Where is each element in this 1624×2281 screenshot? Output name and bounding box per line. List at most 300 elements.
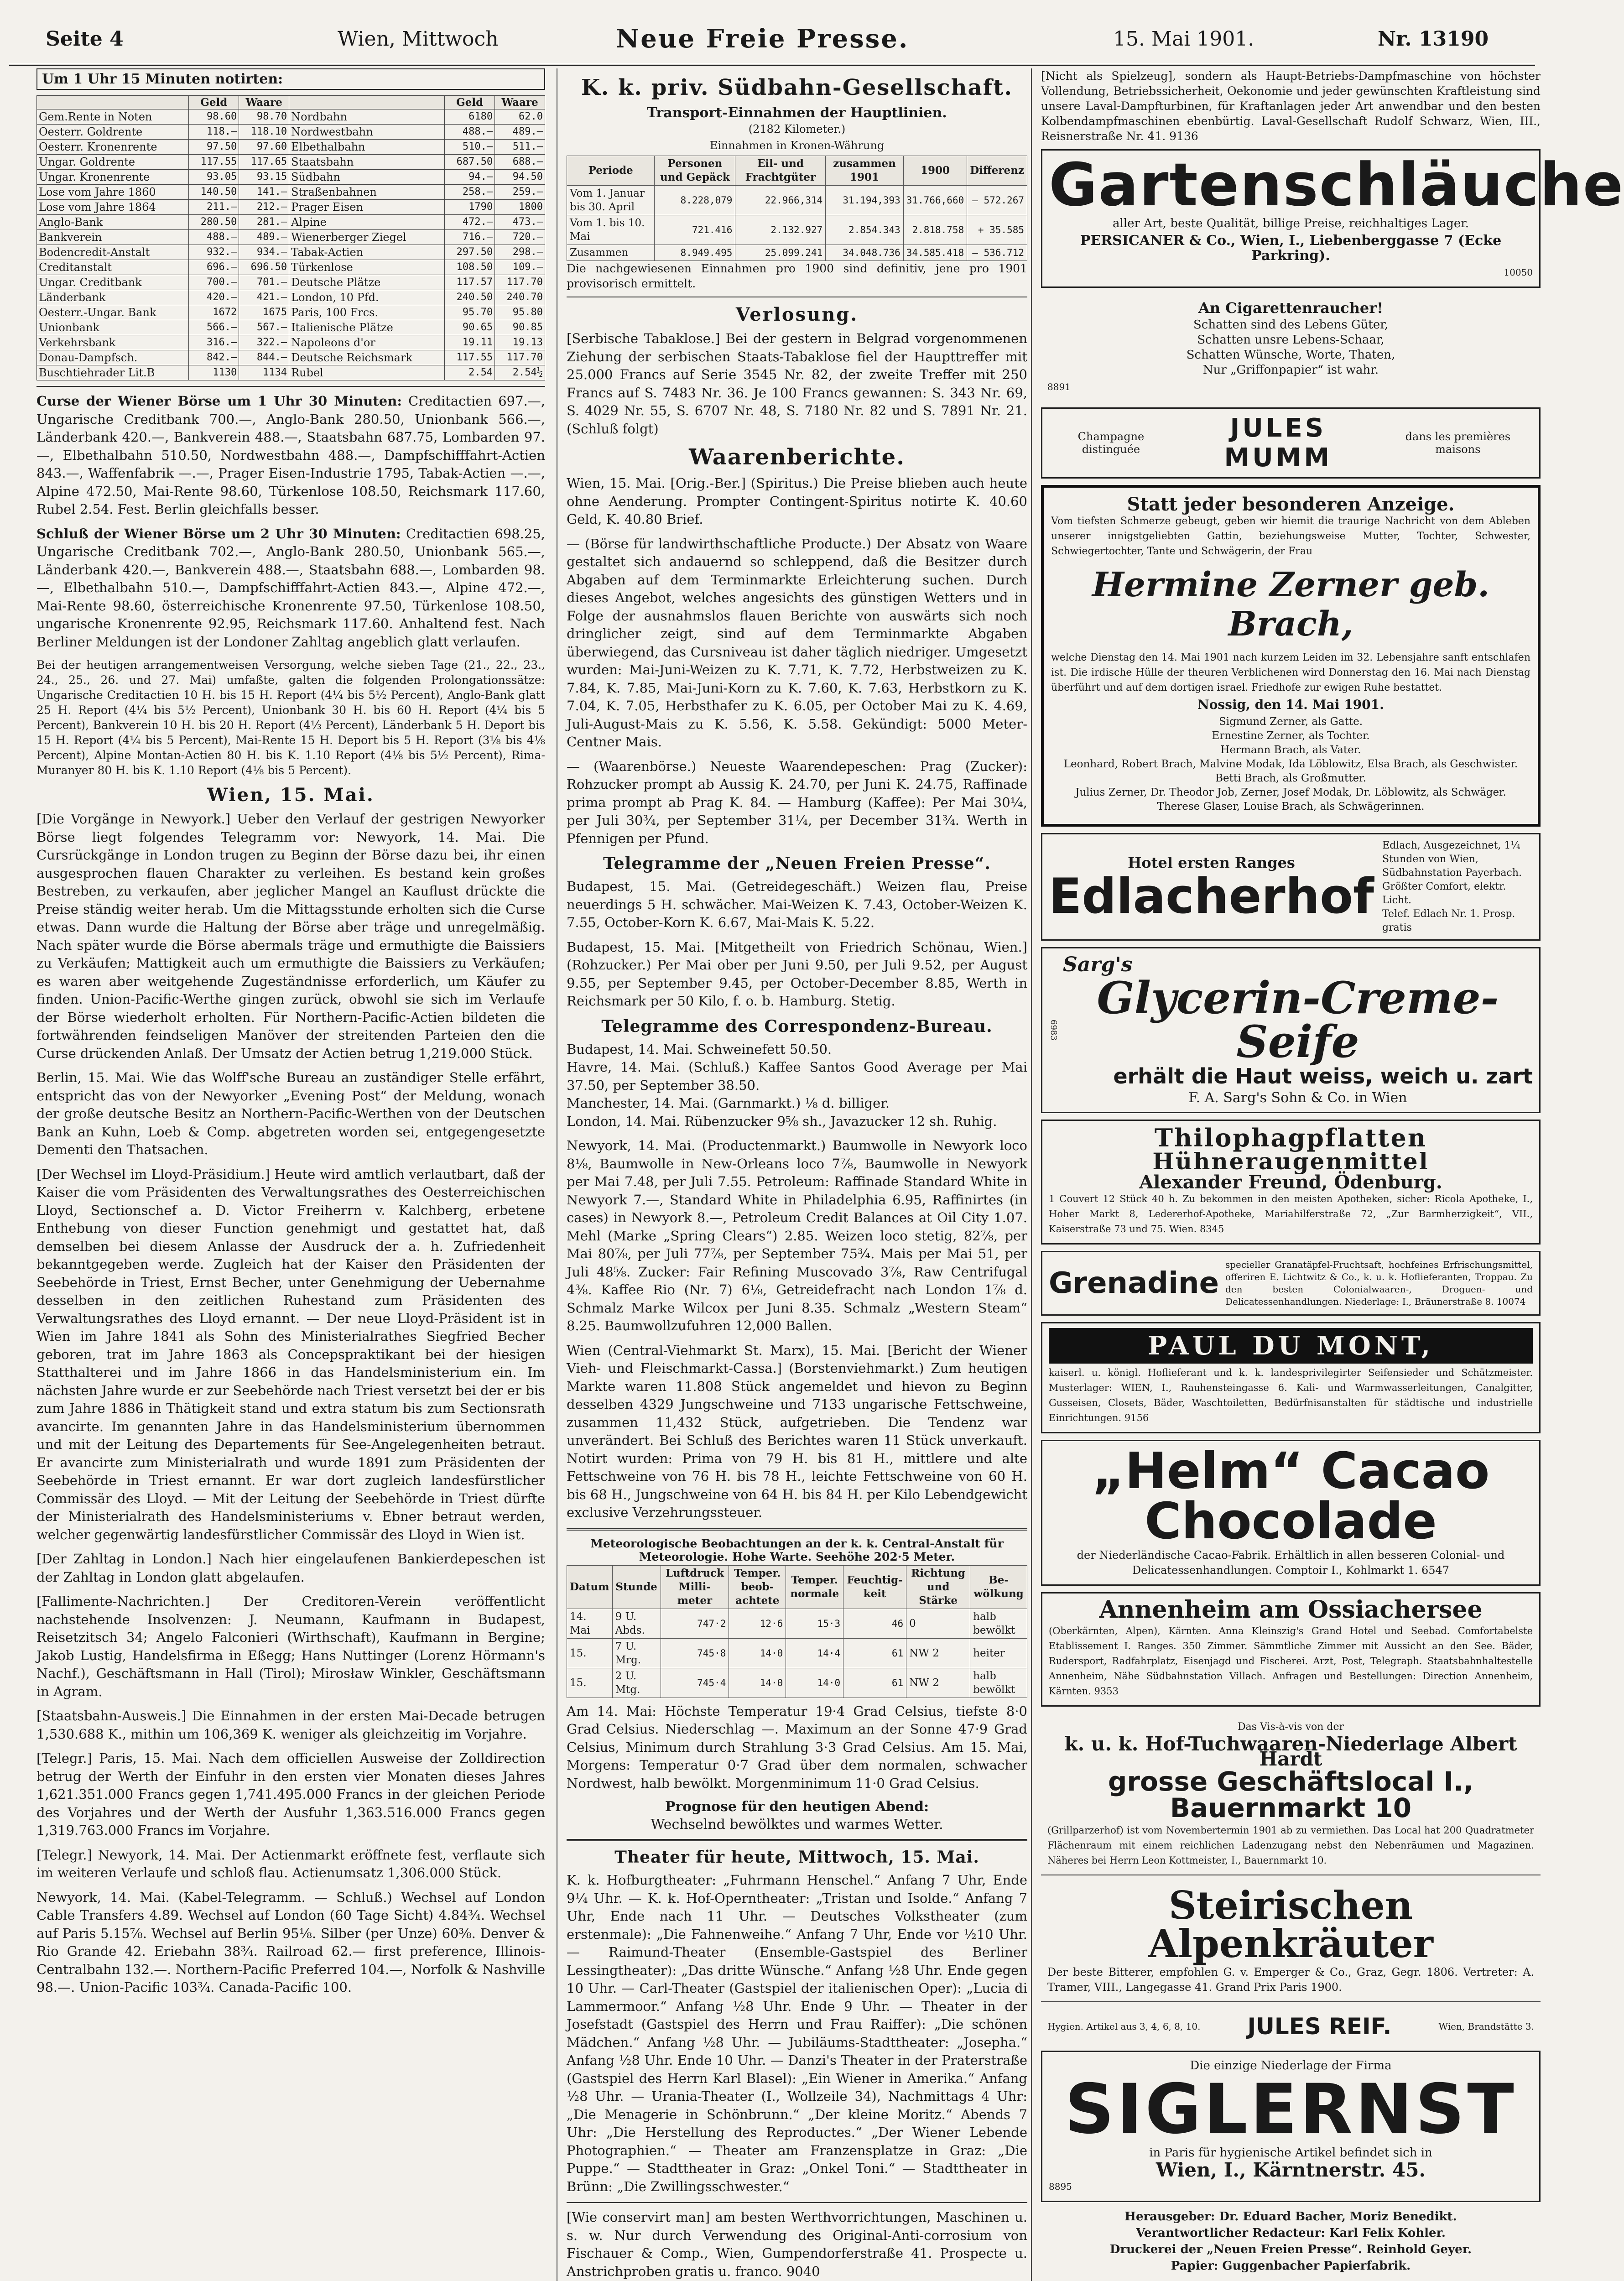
ad-text: der Niederländische Cacao-Fabrik. Erhältlich in allen besseren Colonial- und Delicatessenhandlungen. Comptoir I., Kohlmarkt 1. 6547 bbox=[1077, 1549, 1505, 1577]
table-cell: 141.— bbox=[239, 185, 289, 200]
table-cell: 298.— bbox=[495, 245, 545, 260]
table-cell: 688.— bbox=[495, 155, 545, 170]
ad-text: Der beste Bitterer, empfohlen G. v. Emperger & Co., Graz, Gegr. 1806. Vertreter: A. Tramer, VIII., Langegasse 41. Grand Prix Paris 1900. bbox=[1047, 1966, 1534, 1994]
ad-firm: PERSICANER & Co., Wien, I., Liebenberggasse 7 (Ecke Parkring). bbox=[1080, 233, 1502, 264]
poem-line: Schatten sind des Lebens Güter, bbox=[1193, 318, 1389, 332]
table-header: Waare bbox=[239, 96, 289, 109]
table-cell: 118.10 bbox=[239, 125, 289, 140]
ad-left: Hygien. Artikel aus 3, 4, 6, 8, 10. bbox=[1047, 2021, 1201, 2032]
telegramme-nfp-heading: Telegramme der „Neuen Freien Presse“. bbox=[603, 854, 991, 873]
table-cell: 696.50 bbox=[239, 260, 289, 275]
article-paris: [Telegr.] Paris, 15. Mai. Nach dem officiellen Ausweise der Zolldirection betrug der Werth der Einfuhr in den ersten vier Monaten dieses Jahres 1,621.351.000 Francs gegen 1,741.495.000 Francs in der gleichen Periode des Vorjahres und der Werth der Ausfuhr 1,363.516.000 Francs gegen 1,319.763.000 Francs im Vorjahre. bbox=[36, 1750, 545, 1838]
table-cell: 747·2 bbox=[661, 1609, 729, 1638]
mourner-line: Julius Zerner, Dr. Theodor Job, Zerner, Josef Modak, Dr. Löblowitz, als Schwäger. bbox=[1075, 786, 1506, 798]
table-row bbox=[567, 215, 1027, 245]
ad-firm: Alexander Freund, Ödenburg. bbox=[1139, 1172, 1442, 1193]
table-cell: Unionbank bbox=[37, 320, 189, 335]
table-header: Geld bbox=[189, 96, 239, 109]
ad-helm-cacao bbox=[1041, 1440, 1541, 1586]
table-cell: Alpine bbox=[289, 215, 445, 230]
ad-title: Edlacherhof bbox=[1049, 868, 1374, 924]
table-cell: 473.— bbox=[495, 215, 545, 230]
table-cell: 1134 bbox=[239, 365, 289, 380]
table-cell: 34.048.736 bbox=[826, 245, 904, 261]
table-cell: — 536.712 bbox=[967, 245, 1027, 261]
imprint-line: Papier: Guggenbacher Papierfabrik. bbox=[1171, 2259, 1411, 2273]
telegram-london: London, 14. Mai. Rübenzucker 9⅝ sh., Javazucker 12 sh. Ruhig. bbox=[567, 1113, 997, 1129]
mourner-line: Leonhard, Robert Brach, Malvine Modak, Ida Löblowitz, Elsa Brach, als Geschwister. bbox=[1063, 758, 1518, 770]
table-row bbox=[37, 320, 545, 335]
obituary bbox=[1041, 485, 1541, 827]
article-newyork-actien: [Telegr.] Newyork, 14. Mai. Der Actienmarkt eröffnete fest, verflaute sich im weiteren Verlaufe und schloß flau. Actienumsatz 1,306.000 Stück. bbox=[36, 1847, 545, 1880]
table-header: Feuchtig-keit bbox=[843, 1565, 906, 1609]
table-cell: 745·8 bbox=[661, 1638, 729, 1668]
article-newyork: [Die Vorgänge in Newyork.] Ueber den Verlauf der gestrigen Newyorker Börse liegt folgendes Telegramm vor: Newyork, 14. Mai. Die Cursrückgänge in London trugen zu Beginn der Börse dazu bei, ihr einen ausgesprochen flauen Charakter zu verleihen. Es bestand kein großes Bestreben, zu verkaufen, aber jeglicher Mangel an Kauflust drückte die Preise ständig weiter herab. Um die Mittagsstunde erholten sich die Curse etwas. Dann wurde die Haltung der Börse aber träge und unregelmäßig. Nach später wurde die Börse abermals träge und ermuthigte die Baissiers zu Verkäufen; Mattigkeit auch um ermuthigte die Baissiers zu Verkäufen; es waren aber weitgehende Zugeständnisse erforderlich, um Käufer zu finden. Union-Pacific-Werthe gingen zurück, obwohl sie sich im Verlaufe der Börse wiederholt erholten. Für Northern-Pacific-Actien bildeten die fortwährenden feindseligen Manöver der streitenden Parteien den die Curse drückenden Anlaß. Der Umsatz der Actien betrug 1,219.000 Stück. bbox=[36, 811, 545, 1061]
table-header: Geld bbox=[445, 96, 495, 109]
column-news bbox=[557, 68, 1027, 2281]
table-cell: 31.194,393 bbox=[826, 186, 904, 215]
table-cell: 687.50 bbox=[445, 155, 495, 170]
table-cell: 14·0 bbox=[729, 1668, 786, 1698]
table-cell: 25.099.241 bbox=[735, 245, 826, 261]
telegram-schweinefett: Budapest, 14. Mai. Schweinefett 50.50. bbox=[567, 1041, 832, 1057]
ad-code: 10050 bbox=[1504, 267, 1533, 278]
ad-address: Wien, I., Kärntnerstr. 45. bbox=[1156, 2159, 1426, 2181]
table-row bbox=[567, 186, 1027, 215]
table-cell: halb bewölkt bbox=[970, 1668, 1027, 1698]
imprint-line: Herausgeber: Dr. Eduard Bacher, Moriz Benedikt. bbox=[1124, 2210, 1457, 2224]
mourner-line: Sigmund Zerner, als Gatte. bbox=[1218, 716, 1363, 728]
table-row bbox=[567, 1609, 1027, 1638]
ad-code: 8891 bbox=[1047, 381, 1071, 392]
ad-jules-reif bbox=[1041, 2009, 1541, 2044]
table-cell: 2 U. Mtg. bbox=[612, 1668, 661, 1698]
table-cell: 15·3 bbox=[786, 1609, 843, 1638]
article-newyork-kabel: Newyork, 14. Mai. (Kabel-Telegramm. — Schluß.) Wechsel auf London Cable Transfers 4.89. Wechsel auf London (60 Tage Sicht) 4.84¾. Wechsel auf Paris 5.15⅞. Wechsel auf Berlin 95⅛. Silber (per Unze) 60⅜. Denver & Rio Grande 42. Eriebahn 38¾. Railroad 62.— first preference, Illinois-Centralbahn 132.—. Northern-Pacific Preferred 104.—, Norfolk & Nashville 98.—. Union-Pacific 103¾. Canada-Pacific 100. bbox=[36, 1889, 545, 1995]
ad-title: Grenadine bbox=[1049, 1266, 1219, 1300]
table-cell: 488.— bbox=[189, 230, 239, 245]
table-row bbox=[37, 365, 545, 380]
table-cell: Lose vom Jahre 1864 bbox=[37, 200, 189, 215]
table-cell: 90.85 bbox=[495, 320, 545, 335]
table-row bbox=[567, 1638, 1027, 1668]
table-cell: Paris, 100 Frcs. bbox=[289, 305, 445, 320]
table-row bbox=[37, 335, 545, 350]
table-cell: 212.— bbox=[239, 200, 289, 215]
ad-left: Champagne distinguée bbox=[1077, 430, 1145, 456]
table-cell: 22.966,314 bbox=[735, 186, 826, 215]
table-cell: 61 bbox=[843, 1638, 906, 1668]
table-cell: 934.— bbox=[239, 245, 289, 260]
ad-top: Hotel ersten Ranges bbox=[1128, 854, 1295, 871]
table-cell: Wienerberger Ziegel bbox=[289, 230, 445, 245]
table-header: 1900 bbox=[903, 156, 967, 186]
table-cell: Lose vom Jahre 1860 bbox=[37, 185, 189, 200]
table-cell: 140.50 bbox=[189, 185, 239, 200]
table-cell: Bodencredit-Anstalt bbox=[37, 245, 189, 260]
article-prolongation: Bei der heutigen arrangementweisen Versorgung, welche sieben Tage (21., 22., 23., 24., 25., 26. und 27. Mai) umfaßte, galten die folgenden Prolongationssätze: Ungarische Creditactien 10 H. bis 15 H. Report (4¼ bis 5½ Percent), Anglo-Bank glatt 25 H. Report (4¼ bis 5½ Percent), Unionbank 30 H. bis 60 H. Report (4¼ bis 5 Percent), Bankverein 10 H. bis 20 H. Report (4⅓ Percent), Länderbank 5 H. Deport bis 15 H. Report (4¼ bis 5 Percent), Mai-Rente 15 H. Deport bis 5 H. Report (3⅛ bis 4⅛ Percent), Alpine Montan-Actien 80 H. bis K. 1.10 Report (4⅛ bis 5½ Percent), Rima-Muranyer 80 H. bis K. 1.10 Report (4⅛ bis 5 Percent). bbox=[36, 658, 545, 777]
suedbahn-km: (2182 Kilometer.) bbox=[748, 123, 846, 135]
obituary-text: welche Dienstag den 14. Mai 1901 nach kurzem Leiden im 32. Lebensjahre sanft entschlafen ist. Die irdische Hülle der theuren Verblichenen wird Donnerstag den 16. Mai nach Dienstag überführt und auf dem dortigen israel. Friedhofe zur ewigen Ruhe bestattet. bbox=[1051, 652, 1530, 693]
dateline-city: Wien, Mittwoch bbox=[338, 27, 499, 51]
column-finance bbox=[36, 68, 545, 2281]
table-header: Temper. normale bbox=[786, 1565, 843, 1609]
theater-heading: Theater für heute, Mittwoch, 15. Mai. bbox=[614, 1848, 979, 1867]
table-cell: 19.11 bbox=[445, 335, 495, 350]
ad-firm: F. A. Sarg's Sohn & Co. in Wien bbox=[1188, 1090, 1407, 1106]
ad-right: Wien, Brandstätte 3. bbox=[1438, 2021, 1534, 2032]
table-cell: 117.55 bbox=[445, 350, 495, 365]
verlosung-heading: Verlosung. bbox=[735, 304, 859, 325]
newspaper-title: Neue Freie Presse. bbox=[616, 24, 909, 54]
table-cell: 109.— bbox=[495, 260, 545, 275]
article-berlin: Berlin, 15. Mai. Wie das Wolff'sche Bureau an zuständiger Stelle erfährt, entspricht das von der Newyorker „Evening Post“ der Meldung, wonach der große deutsche Besitz an Northern-Pacific-Werthen von der Deutschen Bank an Kuhn, Loeb & Comp. abgetreten worden sei, entgegengesetzte Dementi den Thatsachen. bbox=[36, 1070, 545, 1157]
ad-annenheim bbox=[1041, 1592, 1541, 1707]
rates-heading: Um 1 Uhr 15 Minuten notirten: bbox=[36, 68, 545, 90]
table-cell: 108.50 bbox=[445, 260, 495, 275]
table-cell: Gem.Rente in Noten bbox=[37, 109, 189, 125]
table-row bbox=[37, 170, 545, 185]
table-cell: 15. bbox=[567, 1638, 613, 1668]
table-cell: 1675 bbox=[239, 305, 289, 320]
table-cell: 14. Mai bbox=[567, 1609, 613, 1638]
table-cell: 118.— bbox=[189, 125, 239, 140]
table-cell: 322.— bbox=[239, 335, 289, 350]
table-cell: Länderbank bbox=[37, 290, 189, 305]
table-cell: 95.70 bbox=[445, 305, 495, 320]
ad-brand: JULES MUMM bbox=[1224, 413, 1333, 473]
forecast-text: Wechselnd bewölktes und warmes Wetter. bbox=[651, 1817, 943, 1833]
table-cell: 511.— bbox=[495, 140, 545, 155]
table-header: Waare bbox=[495, 96, 545, 109]
article-zahltag: [Der Zahltag in London.] Nach hier eingelaufenen Bankierdepeschen ist der Zahltag in London glatt abgelaufen. bbox=[36, 1551, 545, 1585]
ad-subtitle: aller Art, beste Qualität, billige Preise, reichhaltiges Lager. bbox=[1112, 217, 1469, 230]
table-cell: 95.80 bbox=[495, 305, 545, 320]
table-cell: 117.55 bbox=[189, 155, 239, 170]
ad-subtitle: Hühneraugenmittel bbox=[1152, 1148, 1429, 1175]
forecast-heading: Prognose für den heutigen Abend: bbox=[665, 1799, 929, 1815]
ad-code: 6983 bbox=[1049, 1020, 1058, 1041]
imprint-line: Verantwortlicher Redacteur: Karl Felix Kohler. bbox=[1136, 2226, 1446, 2240]
suedbahn-subheading: Transport-Einnahmen der Hauptlinien. bbox=[647, 105, 947, 121]
table-cell: 240.70 bbox=[495, 290, 545, 305]
table-cell: 2.54½ bbox=[495, 365, 545, 380]
obituary-intro: Vom tiefsten Schmerze gebeugt, geben wir hiemit die traurige Nachricht von dem Ableben unserer innigstgeliebten Gattin, beziehungsweise Mutter, Tochter, Schwester, Schwiegertochter, Tante und Schwägerin, der Frau bbox=[1051, 516, 1530, 557]
table-cell: Nordwestbahn bbox=[289, 125, 445, 140]
table-cell: Südbahn bbox=[289, 170, 445, 185]
table-cell: 34.585.418 bbox=[903, 245, 967, 261]
table-row bbox=[567, 245, 1027, 261]
table-cell: Italienische Plätze bbox=[289, 320, 445, 335]
ad-right: dans les premières maisons bbox=[1405, 430, 1511, 456]
table-cell: Vom 1. bis 10. Mai bbox=[567, 215, 655, 245]
poem-line: Schatten Wünsche, Worte, Thaten, bbox=[1186, 348, 1395, 362]
table-header: Eil- und Frachtgüter bbox=[735, 156, 826, 186]
table-cell: Vom 1. Januar bis 30. April bbox=[567, 186, 655, 215]
table-header: Richtung und Stärke bbox=[906, 1565, 970, 1609]
table-cell: 2.132.927 bbox=[735, 215, 826, 245]
table-cell: 259.— bbox=[495, 185, 545, 200]
table-cell: Nordbahn bbox=[289, 109, 445, 125]
ad-detail-line: Größter Comfort, elektr. Licht. bbox=[1382, 881, 1506, 906]
table-cell: Napoleons d'or bbox=[289, 335, 445, 350]
table-row bbox=[567, 1668, 1027, 1698]
table-cell: 844.— bbox=[239, 350, 289, 365]
page-number: Seite 4 bbox=[46, 27, 124, 51]
table-row bbox=[37, 230, 545, 245]
table-header: Stunde bbox=[612, 1565, 661, 1609]
table-cell: Prager Eisen bbox=[289, 200, 445, 215]
table-cell: 97.60 bbox=[239, 140, 289, 155]
obituary-name: Hermine Zerner geb. Brach, bbox=[1092, 565, 1490, 644]
issue-number: Nr. 13190 bbox=[1378, 27, 1489, 51]
table-cell: 0 bbox=[906, 1609, 970, 1638]
table-header: Datum bbox=[567, 1565, 613, 1609]
table-cell: 15. bbox=[567, 1668, 613, 1698]
table-row bbox=[37, 275, 545, 290]
table-cell: 842.— bbox=[189, 350, 239, 365]
mourner-line: Ernestine Zerner, als Tochter. bbox=[1212, 730, 1370, 742]
ad-title: JULES REIF. bbox=[1247, 2013, 1392, 2040]
table-cell: 716.— bbox=[445, 230, 495, 245]
table-cell: Staatsbahn bbox=[289, 155, 445, 170]
table-cell: Deutsche Plätze bbox=[289, 275, 445, 290]
table-header: zusammen 1901 bbox=[826, 156, 904, 186]
article-producte: — (Börse für landwirthschaftliche Producte.) Der Absatz von Waare gestaltet sich andauernd so schleppend, daß die Besitzer durch Abgaben auf dem Terminmarkte Erleichterung suchen. Durch dieses Angebot, welches angesichts des günstigen Wetters und in Folge der ausnahmslos flauen Berichte von auswärts sich noch dringlicher zeigt, sind auf dem Terminmarkte Abgaben überwiegend, das Cursniveau ist daher täglich niedriger. Umgesetzt wurden: Mai-Juni-Weizen zu K. 7.71, K. 7.72, Herbstweizen zu K. 7.84, K. 7.85, Mai-Juni-Korn zu K. 7.60, K. 7.63, Herbstkorn zu K. 7.04, K. 7.05, Herbsthafer zu K. 6.05, per October Mai zu K. 4.69, Juli-August-Mais zu K. 5.56, K. 5.58. Gekündigt: 5000 Meter-Centner Mais. bbox=[567, 536, 1027, 750]
rates-table bbox=[36, 95, 545, 380]
imprint-line: Druckerei der „Neuen Freien Presse“. Reinhold Geyer. bbox=[1109, 2243, 1472, 2256]
article-text: Creditactien 697.—, Ungarische Creditbank 700.—, Anglo-Bank 280.50, Unionbank 566.—, Länderbank 420.—, Bankverein 488.—, Staatsbahn 687.75, Lombarden 97.—, Elbethalbahn 510.50, Nordwestbahn 488.—, Dampfschifffahrt-Actien 843.—, Waffenfabrik —.—, Prager Eisen-Industrie 1795, Tabak-Actien —.—, Alpine 472.50, Mai-Rente 98.60, Türkenlose 108.50, Reichsmark 117.60, Rubel 2.54. Fest. Berlin gleichfalls besser. bbox=[36, 393, 546, 517]
ad-text: 1 Couvert 12 Stück 40 h. Zu bekommen in den meisten Apotheken, sicher: Ricola Apotheke, I., Hoher Markt 8, Ledererhof-Apotheke, Mariahilferstraße 72, „Zur Barmherzigkeit“, VII., Kaiserstraße 73 und 75. Wien. 8345 bbox=[1049, 1193, 1533, 1234]
table-cell: 1672 bbox=[189, 305, 239, 320]
table-cell: Anglo-Bank bbox=[37, 215, 189, 230]
table-cell: Creditanstalt bbox=[37, 260, 189, 275]
table-cell: 8.228,079 bbox=[655, 186, 735, 215]
ad-anticorrosium: [Wie conservirt man] am besten Werthvorrichtungen, Maschinen u. s. w. Nur durch Verwendung des Original-Anti-corrosium von Fischauer & Comp., Wien, Gumpendorferstraße 41. Prospecte u. Anstrichproben gratis u. franco. 9040 bbox=[567, 2209, 1027, 2279]
table-cell: Straßenbahnen bbox=[289, 185, 445, 200]
telegram-budapest-getreide: Budapest, 15. Mai. (Getreidegeschäft.) Weizen flau, Preise neuerdings 5 H. schwächer. Mai-Weizen K. 7.43, October-Weizen K. 7.55, October-Korn K. 6.67, Mai-Mais K. 5.22. bbox=[567, 879, 1027, 930]
ad-title: Steirischen Alpenkräuter bbox=[1148, 1883, 1433, 1966]
table-row bbox=[37, 109, 545, 125]
table-cell: 1130 bbox=[189, 365, 239, 380]
table-cell: 31.766,660 bbox=[903, 186, 967, 215]
article-boerse-230 bbox=[36, 525, 545, 651]
table-cell: 14·4 bbox=[786, 1638, 843, 1668]
ad-title: „Helm“ Cacao Chocolade bbox=[1092, 1442, 1490, 1550]
ad-paul-dumont bbox=[1041, 1322, 1541, 1433]
table-cell: 117.70 bbox=[495, 275, 545, 290]
table-header bbox=[289, 96, 445, 109]
ad-text: specieller Granatäpfel-Fruchtsaft, hochfeines Erfrischungsmittel, offeriren E. Lichtwitz & Co., k. u. k. Hoflieferanten, Troppau. Zu den besten Colonialwaaren-, Droguen- und Delicatessenhandlungen. Niederlage: I., Bräunerstraße 8. 10074 bbox=[1225, 1259, 1533, 1307]
ad-laval: [Nicht als Spielzeug], sondern als Haupt-Betriebs-Dampfmaschine von höchster Vollendung, Betriebssicherheit, Oekonomie und jeder gewünschten Kraftleistung sind unsere Laval-Dampfturbinen, für Kraftanlagen jeder Art anwendbar und den besten Kolbendampfmaschinen ebenbürtig. Laval-Gesellschaft Rudolf Schwarz, Wien, III., Reisnerstraße Nr. 41. 9136 bbox=[1041, 69, 1541, 143]
ad-detail-line: Edlach, Ausgezeichnet, 1¼ Stunden von Wien, Südbahnstation Payerbach. bbox=[1382, 840, 1522, 879]
table-cell: Donau-Dampfsch. bbox=[37, 350, 189, 365]
ad-sarg-seife bbox=[1041, 947, 1541, 1113]
telegram-manchester: Manchester, 14. Mai. (Garnmarkt.) ⅛ d. billiger. bbox=[567, 1095, 890, 1111]
ad-alpenkraeuter bbox=[1041, 1882, 1541, 2002]
table-cell: 472.— bbox=[445, 215, 495, 230]
table-header: Be-wölkung bbox=[970, 1565, 1027, 1609]
table-cell: Zusammen bbox=[567, 245, 655, 261]
ad-details bbox=[1382, 839, 1533, 935]
table-cell: Oesterr. Kronenrente bbox=[37, 140, 189, 155]
table-cell: 281.— bbox=[239, 215, 289, 230]
table-row bbox=[37, 125, 545, 140]
table-cell: — 572.267 bbox=[967, 186, 1027, 215]
table-cell: Rubel bbox=[289, 365, 445, 380]
table-cell: 696.— bbox=[189, 260, 239, 275]
table-cell: 93.05 bbox=[189, 170, 239, 185]
table-cell: 6180 bbox=[445, 109, 495, 125]
theater-listings: K. k. Hofburgtheater: „Fuhrmann Henschel.“ Anfang 7 Uhr, Ende 9¼ Uhr. — K. k. Hof-Operntheater: „Tristan und Isolde.“ Anfang 7 Uhr, Ende nach 11 Uhr. — Deutsches Volkstheater (zum erstenmale): „Die Fahnenweihe.“ Anfang 7 Uhr, Ende vor ½10 Uhr. — Raimund-Theater (Ensemble-Gastspiel des Berliner Lessingtheater): „Das dritte Wünsche.“ Anfang ½8 Uhr. Ende gegen 10 Uhr. — Carl-Theater (Gastspiel der italienischen Oper): „Lucia di Lammermoor.“ Anfang ½8 Uhr. Ende 9 Uhr. — Theater in der Josefstadt (Gastspiel des Herrn und Frau Raiffer): „Die schönen Mädchen.“ Anfang ½8 Uhr. — Jubiläums-Stadttheater: „Josepha.“ Anfang ½8 Uhr. Ende 10 Uhr. — Danzi's Theater in der Praterstraße (Gastspiel des Herrn Karl Blasel): „Ein Wiener in Amerika.“ Anfang ½8 Uhr. — Urania-Theater (I., Wollzeile 34), Nachmittags 4 Uhr: „Die Menagerie in Schönbrunn.“ „Der kleine Moritz.“ Abends 7 Uhr: „Die Herstellung des Reproductes.“ „Der Wiener Lebende Photographien.“ — Theater am Franzensplatze in Graz: „Die Puppe.“ — Stadttheater in Graz: „Onkel Toni.“ — Stadttheater in Brünn: „Die Zwillingsschwester.“ bbox=[567, 1872, 1027, 2194]
article-heading: Schluß der Wiener Börse um 2 Uhr 30 Minuten: bbox=[36, 526, 401, 542]
table-cell: 8.949.495 bbox=[655, 245, 735, 261]
traffic-table bbox=[567, 156, 1027, 261]
table-row bbox=[37, 155, 545, 170]
table-cell: Türkenlose bbox=[289, 260, 445, 275]
ad-detail-line: Telef. Edlach Nr. 1. Prosp. gratis bbox=[1382, 908, 1515, 933]
obituary-place: Nossig, den 14. Mai 1901. bbox=[1197, 697, 1384, 712]
table-cell: 701.— bbox=[239, 275, 289, 290]
table-cell: Oesterr. Goldrente bbox=[37, 125, 189, 140]
ad-title: Glycerin-Creme-Seife bbox=[1097, 972, 1499, 1068]
ad-text: kaiserl. u. königl. Hoflieferant und k. k. landesprivilegirter Seifensieder und Schätzmeister. Musterlager: WIEN, I., Rauhensteingasse 6. Kali- und Warmwasserleitungen, Canalgitter, Gusseisen, Closets, Bäder, Waschtoiletten, Bedürfnisanstalten für städtische und industrielle Einrichtungen. 9156 bbox=[1049, 1367, 1533, 1423]
table-cell: 98.60 bbox=[189, 109, 239, 125]
imprint bbox=[1041, 2208, 1541, 2274]
ad-grenadine bbox=[1041, 1251, 1541, 1316]
ad-title: PAUL DU MONT, bbox=[1049, 1328, 1533, 1364]
ad-text: (Oberkärnten, Alpen), Kärnten. Anna Kleinszig's Grand Hotel und Seebad. Comfortabelste Etablissement I. Ranges. 350 Zimmer. Sämmtliche Zimmer mit Aussicht an den See. Bäder, Rudersport, Radfahrplatz, Eisenjagd und Fischerei. Arzt, Post, Telegraph. Staatsbahnhaltestelle Annenheim, Nähe Südbahnstation Villach. Anfragen und Bestellungen: Direction Annenheim, Kärnten. 9353 bbox=[1049, 1625, 1533, 1697]
table-cell: 700.— bbox=[189, 275, 239, 290]
ad-thilophag bbox=[1041, 1120, 1541, 1245]
ad-firm: k. u. k. Hof-Tuchwaaren-Niederlage Albert Hardt bbox=[1064, 1733, 1517, 1770]
table-cell: 2.818.758 bbox=[903, 215, 967, 245]
table-row bbox=[37, 245, 545, 260]
table-cell: Deutsche Reichsmark bbox=[289, 350, 445, 365]
issue-date: 15. Mai 1901. bbox=[1113, 27, 1254, 51]
table-row bbox=[37, 200, 545, 215]
table-cell: Verkehrsbank bbox=[37, 335, 189, 350]
ad-text: in Paris für hygienische Artikel befindet sich in bbox=[1149, 2146, 1432, 2160]
table-header: Personen und Gepäck bbox=[655, 156, 735, 186]
poem-line: Schatten unsre Lebens-Schaar, bbox=[1197, 333, 1385, 347]
table-header bbox=[37, 96, 189, 109]
ad-pre: Das Vis-à-vis von der bbox=[1237, 1721, 1344, 1733]
table-cell: London, 10 Pfd. bbox=[289, 290, 445, 305]
table-cell: 14·0 bbox=[729, 1638, 786, 1668]
table-cell: 258.— bbox=[445, 185, 495, 200]
table-cell: Ungar. Creditbank bbox=[37, 275, 189, 290]
table-cell: 421.— bbox=[239, 290, 289, 305]
table-cell: 1800 bbox=[495, 200, 545, 215]
table-cell: 98.70 bbox=[239, 109, 289, 125]
article-text: Creditactien 698.25, Ungarische Creditbank 702.—, Anglo-Bank 280.50, Unionbank 565.—, Länderbank 420.—, Bankverein 488.—, Staatsbahn 688.—, Lombarden 98.—, Elbethalbahn 510.—, Dampfschifffahrt-Actien 843.—, Alpine 472.—, Mai-Rente 98.60, österreichische Kronenrente 97.50, Türkenlose 108.50, ungarische Kronenrente 92.95, Reichsmark 117.60. Anhaltend fest. Nach Berliner Meldungen ist der Londoner Zahltag angeblich glatt verlaufen. bbox=[36, 526, 546, 650]
table-cell: 93.15 bbox=[239, 170, 289, 185]
ad-title: Gartenschläuche bbox=[1049, 150, 1624, 219]
table-cell: 280.50 bbox=[189, 215, 239, 230]
telegram-budapest-zucker: Budapest, 15. Mai. [Mitgetheilt von Friedrich Schönau, Wien.] (Rohzucker.) Per Mai ober per Juni 9.50, per Juli 9.52, per August 9.55, per September 9.45, per October-December 8.85, Werth in Reichsmark per 50 Kilo, f. o. b. Hamburg. Stetig. bbox=[567, 939, 1027, 1009]
traffic-note: Die nachgewiesenen Einnahmen pro 1900 sind definitiv, jene pro 1901 provisorisch ermittelt. bbox=[567, 262, 1027, 290]
article-spiritus: Wien, 15. Mai. [Orig.-Ber.] (Spiritus.) Die Preise blieben auch heute ohne Aenderung. Prompter Contingent-Spiritus notirte K. 40.60 Geld, K. 40.80 Brief. bbox=[567, 475, 1027, 527]
mourner-line: Hermann Brach, als Vater. bbox=[1220, 744, 1361, 756]
ad-title: grosse Geschäftslocal I., Bauernmarkt 10 bbox=[1108, 1766, 1474, 1823]
table-header: Periode bbox=[567, 156, 655, 186]
meteo-table bbox=[567, 1565, 1027, 1698]
table-row bbox=[37, 260, 545, 275]
table-cell: 316.— bbox=[189, 335, 239, 350]
article-waarenboerse: — (Waarenbörse.) Neueste Waarendepeschen: Prag (Zucker): Rohzucker prompt ab Aussig K. 24.70, per Juni K. 24.75, Raffinade prima prompt ab Prag K. 84. — Hamburg (Kaffee): Per Mai 30¼, per Juli 30¾, per September 31¼, per December 31¾. Werth in Pfennigen per Pfund. bbox=[567, 758, 1027, 846]
mourner-line: Therese Glaser, Louise Brach, als Schwägerinnen. bbox=[1157, 801, 1425, 812]
telegram-viehmarkt: Wien (Central-Viehmarkt St. Marx), 15. Mai. [Bericht der Wiener Vieh- und Fleischmarkt-Cassa.] (Borstenviehmarkt.) Zum heutigen Markte waren 11.808 Stück angemeldet und hievon zu Beginn desselben 4329 Jungschweine und 7133 ungarische Fettschweine, zusammen 11,432 Stück, aufgetrieben. Die Tendenz war unverändert. Bei Schluß des Berichtes waren 11 Stück unverkauft. Notirt wurden: Prima von 79 H. bis 81 H., mittlere und alte Fettschweine von 76 H. bis 78 H., leichte Fettschweine von 60 H. bis 68 H., Jungschweine von 64 H. bis 84 H. per Kilo Lebendgewicht exclusive Verzehrungssteuer. bbox=[567, 1342, 1027, 1520]
table-cell: + 35.585 bbox=[967, 215, 1027, 245]
article-boerse-130 bbox=[36, 392, 545, 519]
table-cell: Elbethalbahn bbox=[289, 140, 445, 155]
table-cell: 489.— bbox=[239, 230, 289, 245]
ad-code: 8895 bbox=[1049, 2181, 1072, 2192]
table-cell: 745·4 bbox=[661, 1668, 729, 1698]
obituary-mourners bbox=[1051, 715, 1530, 814]
table-cell: 62.0 bbox=[495, 109, 545, 125]
ad-title: SIGLERNST bbox=[1065, 2070, 1517, 2149]
table-header: Differenz bbox=[967, 156, 1027, 186]
table-cell: 1790 bbox=[445, 200, 495, 215]
table-cell: 2.54 bbox=[445, 365, 495, 380]
table-cell: 567.— bbox=[239, 320, 289, 335]
table-cell: 9 U. Abds. bbox=[612, 1609, 661, 1638]
table-cell: NW 2 bbox=[906, 1668, 970, 1698]
article-verlosung: [Serbische Tabaklose.] Bei der gestern in Belgrad vorgenommenen Ziehung der serbischen Staats-Tabaklose fiel der Haupttreffer mit 25.000 Francs auf Serie 3545 Nr. 82, der zweite Treffer mit 250 Francs auf S. 7483 Nr. 36. Je 100 Francs gewannen: S. 343 Nr. 69, S. 4029 Nr. 55, S. 6707 Nr. 48, S. 7180 Nr. 82 und S. 7891 Nr. 21. (Schluß folgt) bbox=[567, 331, 1027, 437]
table-cell: NW 2 bbox=[906, 1638, 970, 1668]
table-row bbox=[37, 290, 545, 305]
ad-title: An Cigarettenraucher! bbox=[1198, 299, 1384, 317]
telegram-havre: Havre, 14. Mai. (Schluß.) Kaffee Santos Good Average per Mai 37.50, per September 38.50. bbox=[567, 1059, 1027, 1093]
ad-brand: Sarg's bbox=[1063, 953, 1133, 976]
ad-text: (Grillparzerhof) ist vom Novembertermin 1901 ab zu vermiethen. Das Local hat 200 Quadratmeter Flächenraum mit einem reichlichen Ladenzugang nebst den Nebenräumen und Magazinen. Näheres bei Herrn Leon Kottmeister, I., Bauernmarkt 10. bbox=[1047, 1825, 1534, 1866]
table-cell: 2.854.343 bbox=[826, 215, 904, 245]
table-cell: 94.— bbox=[445, 170, 495, 185]
table-header: Luftdruck Milli-meter bbox=[661, 1565, 729, 1609]
table-cell: 14·0 bbox=[786, 1668, 843, 1698]
table-cell: 117.70 bbox=[495, 350, 545, 365]
table-cell: 297.50 bbox=[445, 245, 495, 260]
table-cell: Ungar. Goldrente bbox=[37, 155, 189, 170]
table-cell: 240.50 bbox=[445, 290, 495, 305]
article-staatsbahn: [Staatsbahn-Ausweis.] Die Einnahmen in der ersten Mai-Decade betrugen 1,530.688 K., mithin um 106,369 K. weniger als gleichzeitig im Vorjahre. bbox=[36, 1708, 545, 1742]
table-cell: Ungar. Kronenrente bbox=[37, 170, 189, 185]
ad-top: Die einzige Niederlage der Firma bbox=[1190, 2059, 1392, 2073]
mourner-line: Betti Brach, als Großmutter. bbox=[1215, 772, 1366, 784]
table-cell: Oesterr.-Ungar. Bank bbox=[37, 305, 189, 320]
table-cell: halb bewölkt bbox=[970, 1609, 1027, 1638]
table-row bbox=[37, 215, 545, 230]
suedbahn-currency: Einnahmen in Kronen-Währung bbox=[709, 139, 885, 152]
ad-mumm bbox=[1041, 407, 1541, 479]
table-cell: Tabak-Actien bbox=[289, 245, 445, 260]
section-heading: Wien, 15. Mai. bbox=[207, 784, 375, 806]
table-cell: Buschtiehrader Lit.B bbox=[37, 365, 189, 380]
table-cell: 7 U. Mrg. bbox=[612, 1638, 661, 1668]
newspaper-page bbox=[9, 14, 1624, 2281]
table-cell: 94.50 bbox=[495, 170, 545, 185]
table-cell: 720.— bbox=[495, 230, 545, 245]
article-fallimente: [Fallimente-Nachrichten.] Der Creditoren-Verein veröffentlicht nachstehende Insolvenzen: J. Neumann, Kaufmann in Budapest, Reisetzitsch 34; Angelo Falconieri (Wirthschaft), Kaufmann in Bergine; Jakob Lustig, Handelsfirma in Eßegg; Hans Nuttinger (Lorenz Hörmann's Nachf.), Geschäftsmann in Hall (Tirol); Mirosław Winkler, Geschäftsmann in Agram. bbox=[36, 1594, 545, 1699]
ad-gartenschlaeuche bbox=[1041, 149, 1624, 288]
masthead bbox=[9, 14, 1535, 66]
table-cell: 117.57 bbox=[445, 275, 495, 290]
table-cell: 566.— bbox=[189, 320, 239, 335]
ad-sigl-ernst bbox=[1041, 2051, 1541, 2202]
ad-title: Thilophagpflatten bbox=[1154, 1123, 1427, 1152]
